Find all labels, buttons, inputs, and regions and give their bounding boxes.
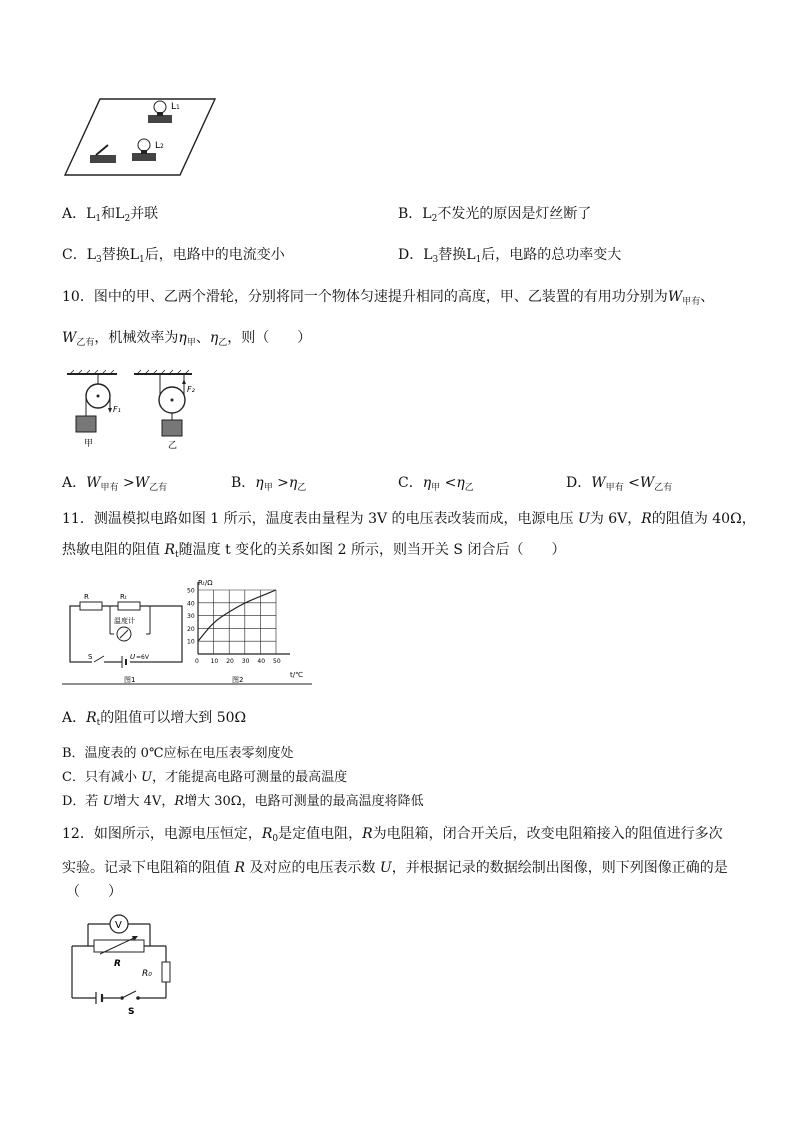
q10-stem-line2: $W_{乙有}$，机械效率为$\eta_甲$、$\eta_乙$，则（ ） bbox=[62, 330, 312, 348]
q10-option-b[interactable]: B．$\eta_甲 >\eta_乙$ bbox=[231, 475, 307, 493]
svg-text:S: S bbox=[128, 1007, 135, 1017]
q11-graph-ylabel: Rₜ/Ω bbox=[198, 579, 213, 587]
svg-text:=6V: =6V bbox=[136, 654, 149, 661]
q10-option-c[interactable]: C．$\eta_甲 <\eta_乙$ bbox=[398, 475, 474, 493]
x-tick-label: 20 bbox=[226, 658, 234, 665]
y-tick-label: 40 bbox=[187, 600, 195, 608]
q11-graph-xlabel: t/℃ bbox=[290, 671, 303, 679]
x-tick-label: 0 bbox=[195, 658, 199, 665]
svg-text:R₀: R₀ bbox=[142, 969, 152, 979]
q11-option-c[interactable]: C．只有减小 U，才能提高电路可测量的最高温度 bbox=[62, 770, 348, 785]
q10-option-a[interactable]: A．$W_{甲有} >W_{乙有}$ bbox=[62, 475, 168, 493]
svg-text:甲: 甲 bbox=[84, 439, 94, 449]
q10-pulley-figure bbox=[62, 368, 222, 453]
q9-option-a[interactable]: A．$L_1$和$L_2$并联 bbox=[62, 206, 159, 224]
q11-option-a[interactable]: A．$R_t$的阻值可以增大到 50Ω bbox=[62, 710, 247, 728]
svg-text:F₁: F₁ bbox=[113, 405, 121, 414]
q12-stem-line1: 12．如图所示，电源电压恒定，$R_0$是定值电阻，R为电阻箱，闭合开关后，改变电阻箱接入的阻值进行多次 bbox=[62, 826, 723, 844]
q12-stem-line2: 实验。记录下电阻箱的阻值 R 及对应的电压表示数 U，并根据记录的数据绘制出图像，则下列图像正确的是 bbox=[62, 860, 728, 876]
q9-option-d[interactable]: D．$L_3$替换$L_1$后，电路的总功率变大 bbox=[398, 247, 622, 265]
q10-option-d[interactable]: D．$W_{甲有} <W_{乙有}$ bbox=[566, 475, 673, 493]
svg-text:U: U bbox=[130, 653, 136, 661]
x-tick-label: 30 bbox=[241, 658, 250, 665]
svg-text:R: R bbox=[84, 593, 89, 601]
q11-option-d[interactable]: D．若 U增大 4V，R增大 30Ω，电路可测量的最高温度将降低 bbox=[62, 794, 424, 809]
q9-option-b[interactable]: B．$L_2$不发光的原因是灯丝断了 bbox=[398, 206, 592, 224]
svg-text:S: S bbox=[88, 653, 93, 661]
y-tick-label: 20 bbox=[187, 625, 195, 633]
y-tick-label: 10 bbox=[187, 638, 195, 646]
svg-text:乙: 乙 bbox=[168, 441, 178, 451]
q11-option-b[interactable]: B．温度表的 0℃应标在电压表零刻度处 bbox=[62, 746, 294, 761]
y-tick-label: 50 bbox=[187, 587, 195, 595]
svg-text:Rₜ: Rₜ bbox=[120, 593, 127, 601]
y-tick-label: 30 bbox=[187, 613, 195, 621]
svg-text:R: R bbox=[114, 959, 121, 969]
lamp-l1-label: L1 bbox=[171, 102, 180, 112]
q11-circuit-figure-1 bbox=[62, 590, 187, 690]
x-tick-label: 40 bbox=[257, 658, 266, 665]
svg-text:图2: 图2 bbox=[232, 676, 244, 684]
svg-text:V: V bbox=[115, 920, 122, 931]
svg-text:图1: 图1 bbox=[124, 676, 136, 684]
q12-answer-paren: （ ） bbox=[66, 884, 122, 900]
lamp-l2-label: L2 bbox=[155, 141, 164, 151]
q10-stem-line1: 10．图中的甲、乙两个滑轮，分别将同一个物体匀速提升相同的高度，甲、乙装置的有用功分别为$W_{甲有}$、 bbox=[62, 289, 715, 307]
x-tick-label: 10 bbox=[210, 658, 219, 665]
q9-option-c[interactable]: C．$L_3$替换$L_1$后，电路中的电流变小 bbox=[62, 247, 285, 265]
svg-text:F₂: F₂ bbox=[187, 385, 195, 394]
q11-graph-figure-2 bbox=[186, 578, 312, 690]
svg-text:温度计: 温度计 bbox=[114, 617, 135, 625]
x-tick-label: 50 bbox=[273, 658, 281, 665]
q11-stem-line1: 11．测温模拟电路如图 1 所示，温度表由量程为 3V 的电压表改装而成，电源电压 U为 6V，R的阻值为 40Ω， bbox=[62, 511, 756, 527]
q12-circuit-figure bbox=[66, 908, 186, 1018]
q11-stem-line2: 热敏电阻的阻值 $R_t$随温度 t 变化的关系如图 2 所示，则当开关 S 闭合后（ ） bbox=[62, 542, 566, 560]
q9-circuit-board-figure bbox=[60, 95, 220, 180]
